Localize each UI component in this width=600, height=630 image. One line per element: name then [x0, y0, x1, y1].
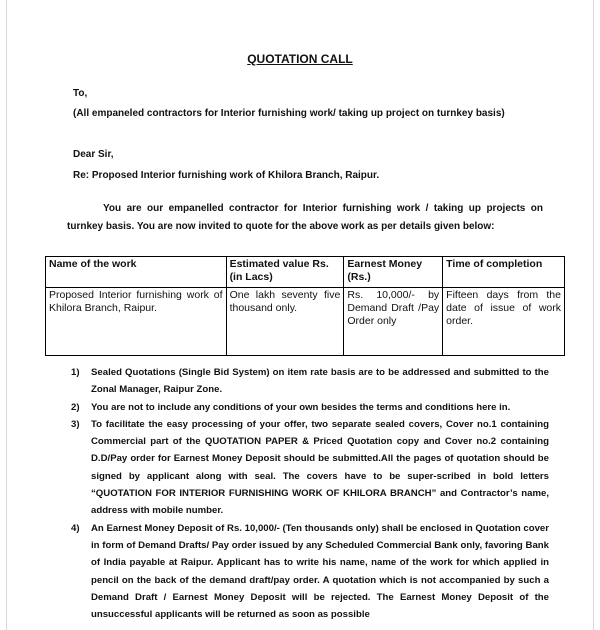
header-estimated-value: Estimated value Rs. (in Lacs) [226, 257, 344, 288]
condition-number: 4) [71, 522, 80, 534]
list-item [65, 416, 549, 520]
document-title: QUOTATION CALL [247, 52, 353, 66]
subject-line: Re: Proposed Interior furnishing work of Khilora Branch, Raipur. [73, 170, 380, 181]
list-item [65, 520, 549, 624]
condition-text: Sealed Quotations (Single Bid System) on item rate basis are to be addressed and submitted to the Zonal Manager, Raipur Zone. [91, 367, 549, 396]
header-time-of-completion: Time of completion [443, 257, 565, 288]
condition-text: To facilitate the easy processing of your offer, two separate sealed covers, Cover no.1 containing Commercial part of the QUOTATION PAPER & Priced Quotation copy and Cover no.2 containing D.D/Pay order for Earnest Money Deposit should be submitted.All the pages of quotation should be signed by applicant along with seal. The covers have to be super-scribed in bold letters “QUOTATION FOR INTERIOR FURNISHING WORK OF KHILORA BRANCH” and Contractor’s name, address with mobile number. [91, 418, 549, 517]
work-details-table [45, 256, 565, 356]
condition-text: You are not to include any conditions of your own besides the terms and conditions here in. [91, 401, 511, 413]
cell-earnest-money: Rs. 10,000/- by Demand Draft /Pay Order only [344, 288, 443, 356]
salutation-line: Dear Sir, [73, 149, 114, 160]
condition-number: 2) [71, 401, 80, 413]
table-row [46, 288, 565, 356]
cell-time-of-completion: Fifteen days from the date of issue of work order. [443, 288, 565, 356]
header-name-of-work: Name of the work [46, 257, 227, 288]
condition-text: An Earnest Money Deposit of Rs. 10,000/- (Ten thousands only) shall be enclosed in Quotation cover in form of Demand Drafts/ Pay order issued by any Scheduled Commercial Bank only, favoring Bank of India payable at Raipur. Applicant has to write his name, name of the work for which applied in pencil on the back of the demand draft/pay order. A quotation which is not accompanied by such a Demand Draft / Earnest Money Deposit will be rejected. The Earnest Money Deposit of the unsuccessful applicants will be returned as soon as possible [91, 522, 549, 621]
intro-paragraph: You are our empanelled contractor for Interior furnishing work / taking up projects on turnkey basis. You are now invited to quote for the above work as per details given below: [67, 203, 543, 232]
cell-estimated-value: One lakh seventy five thousand only. [226, 288, 344, 356]
list-item [65, 364, 549, 399]
document-page [6, 0, 594, 630]
header-earnest-money: Earnest Money (Rs.) [344, 257, 443, 288]
condition-number: 3) [71, 418, 80, 430]
addressee-line: (All empaneled contractors for Interior furnishing work/ taking up project on turnkey basis) [73, 108, 505, 119]
conditions-list [65, 364, 549, 623]
list-item [65, 399, 549, 416]
condition-number: 1) [71, 367, 80, 378]
cell-name-of-work: Proposed Interior furnishing work of Khilora Branch, Raipur. [46, 288, 227, 356]
to-line: To, [73, 88, 88, 99]
table-header-row [46, 257, 565, 288]
